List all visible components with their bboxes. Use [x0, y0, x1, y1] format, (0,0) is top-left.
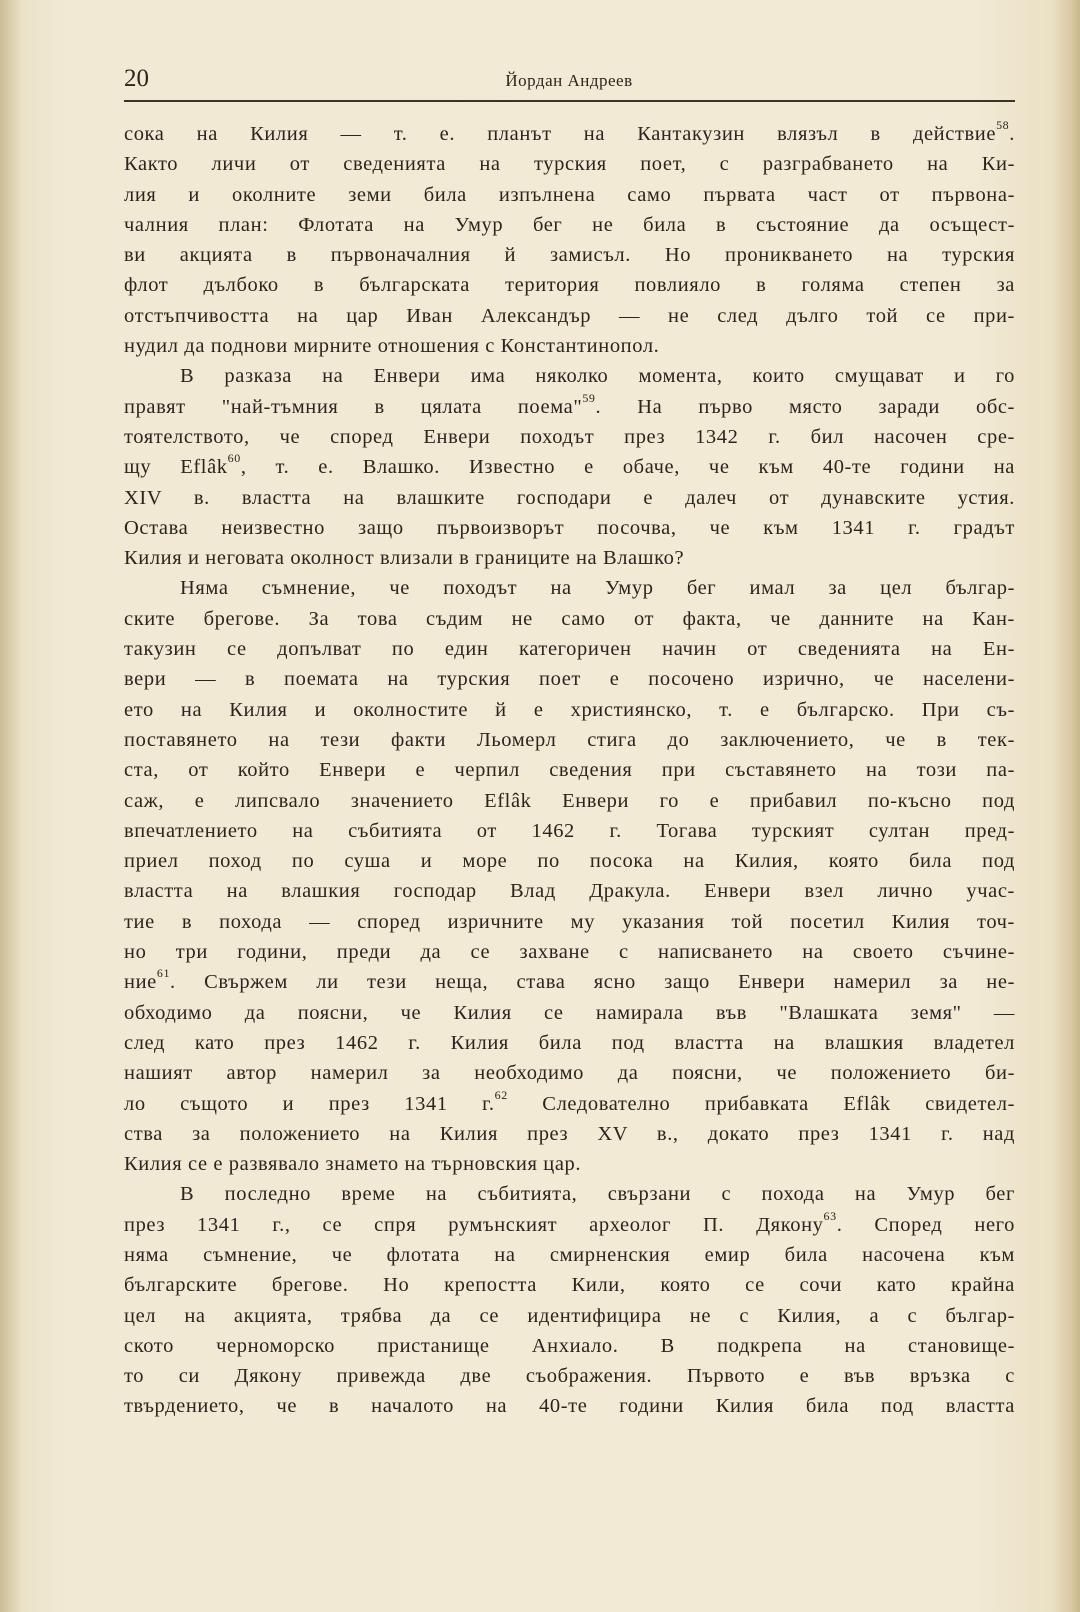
text-line: [124, 876, 1015, 906]
line-text: тие в похода — според изричните му указания той посетил Килия точ-: [124, 910, 1015, 933]
line-text: вери — в поемата на турския поет е посочено изрично, че населени-: [124, 668, 1015, 691]
line-text: саж, е липсвало значението Eflâk Енвери го е прибавил по-късно под: [124, 789, 1015, 812]
line-text: В разказа на Енвери има няколко момента, които смущават и го: [180, 365, 1015, 388]
page-header: [124, 62, 1014, 98]
text-line: [124, 1119, 1015, 1149]
line-text: тоятелството, че според Енвери походът през 1342 г. бил насочен сре-: [124, 425, 1015, 448]
text-line: [124, 998, 1015, 1028]
text-line: [124, 725, 1015, 755]
spine-shadow: [0, 0, 22, 1612]
text-line: [124, 937, 1015, 967]
line-text-tail: . Свържем ли тези неща, става ясно защо Енвери намерил за не-: [170, 971, 1015, 994]
page-edge: [1052, 0, 1080, 1612]
line-text-tail: . На първо място заради обс-: [595, 395, 1015, 418]
line-text: Килия и неговата околност влизали в границите на Влашко?: [124, 547, 685, 570]
text-line: [124, 483, 1015, 513]
text-line: [124, 786, 1015, 816]
line-text: твърдението, че в началото на 40-те години Килия била под властта: [124, 1395, 1015, 1418]
line-text-tail: . Според него: [836, 1213, 1015, 1236]
text-line: [124, 1240, 1015, 1270]
line-text: Няма съмнение, че походът на Умур бег имал за цел българ-: [180, 577, 1015, 600]
line-text: впечатлението на събитията от 1462 г. Тогава турският султан пред-: [124, 819, 1015, 842]
line-text: В последно време на събитията, свързани с похода на Умур бег: [180, 1183, 1015, 1206]
line-text: ние: [124, 971, 157, 994]
text-line: [124, 149, 1015, 179]
text-line: [124, 513, 1015, 543]
text-line: [124, 1149, 1015, 1179]
line-text: нашият автор намерил за необходимо да поясни, че положението би-: [124, 1062, 1015, 1085]
text-line: [124, 270, 1015, 300]
text-line: [124, 392, 1015, 422]
line-text: обходимо да поясни, че Килия се намирала във "Влашката земя" —: [124, 1001, 1015, 1024]
text-line: [124, 1028, 1015, 1058]
line-text: Както личи от сведенията на турския поет, с разграбването на Ки-: [124, 153, 1015, 176]
text-line: [124, 180, 1015, 210]
text-line: [124, 422, 1015, 452]
text-line: [124, 543, 1015, 573]
text-line: [124, 240, 1015, 270]
line-text: ското черноморско пристанище Анхиало. В подкрепа на становище-: [124, 1334, 1015, 1357]
footnote-reference: 61: [156, 966, 171, 981]
line-text: след като през 1462 г. Килия била под властта на влашкия владетел: [124, 1031, 1015, 1054]
text-line: [124, 634, 1015, 664]
text-line: [124, 1301, 1015, 1331]
header-rule: [124, 100, 1015, 102]
text-line: [124, 1391, 1015, 1421]
text-line: [124, 664, 1015, 694]
line-text: ето на Килия и околностите й е християнско, т. е българско. При съ-: [124, 698, 1015, 721]
text-line: [124, 816, 1015, 846]
page-number: 20: [124, 65, 149, 92]
text-line: [124, 1210, 1015, 1240]
line-text: ските брегове. За това съдим не само от факта, че данните на Кан-: [124, 607, 1015, 630]
text-line: [124, 361, 1015, 391]
line-text: през 1341 г., се спря румънският археолог П. Дякону: [124, 1213, 824, 1236]
footnote-reference: 58: [996, 118, 1010, 132]
line-text-tail: .: [1009, 123, 1015, 145]
line-text: нудил да поднови мирните отношения с Константинопол.: [124, 335, 660, 358]
line-text: XIV в. властта на влашките господари е далеч от дунавските устия.: [124, 486, 1015, 509]
line-text: то си Дякону привежда две съображения. Първото е във връзка с: [124, 1365, 1015, 1388]
text-line: [124, 1179, 1015, 1209]
line-text-tail: , т. е. Влашко. Известно е обаче, че към 40-те години на: [240, 456, 1015, 479]
text-line: [124, 301, 1015, 331]
line-text: такузин се допълват по един категоричен начин от сведенията на Ен-: [124, 638, 1015, 661]
line-text: ло същото и през 1341 г.: [124, 1092, 495, 1115]
footnote-reference: 60: [227, 451, 241, 466]
line-text: флот дълбоко в българската територия повлияло в голяма степен за: [124, 274, 1015, 297]
body-text: [124, 119, 1015, 1422]
line-text: няма съмнение, че флотата на смирненския емир била насочена към: [124, 1243, 1015, 1266]
text-line: [124, 907, 1015, 937]
line-text: но три години, преди да се захване с написването на своето съчине-: [124, 941, 1015, 964]
text-line: [124, 1058, 1015, 1088]
footnote-reference: 62: [494, 1087, 508, 1102]
text-line: [124, 695, 1015, 725]
line-text: властта на влашкия господар Влад Дракула. Енвери взел лично учас-: [124, 880, 1015, 903]
line-text: българските брегове. Но крепостта Кили, която се сочи като крайна: [124, 1274, 1015, 1297]
line-text: правят "най-тъмния в цялата поема": [124, 395, 583, 418]
line-text: отстъпчивостта на цар Иван Александър — не след дълго той се при-: [124, 304, 1015, 327]
line-text: сока на Килия — т. е. планът на Кантакузин влязъл в действие: [124, 123, 997, 145]
text-line: [124, 1361, 1015, 1391]
line-text: Килия се е развявало знамето на търновския цар.: [124, 1153, 582, 1176]
text-line: [124, 967, 1015, 997]
line-text: ста, от който Енвери е черпил сведения при съставянето на този па-: [124, 759, 1015, 782]
text-line: [124, 1089, 1015, 1119]
line-text: ви акцията в първоначалния й замисъл. Но проникването на турския: [124, 244, 1015, 267]
text-line: [124, 604, 1015, 634]
text-line: [124, 452, 1015, 482]
text-line: [124, 1270, 1015, 1300]
line-text: приел поход по суша и море по посока на Килия, която била под: [124, 850, 1015, 873]
text-line: [124, 755, 1015, 785]
line-text: Остава неизвестно защо първоизворът посочва, че към 1341 г. градът: [124, 516, 1015, 539]
line-text: лия и околните земи била изпълнена само първата част от първона-: [124, 183, 1015, 206]
text-line: [124, 210, 1015, 240]
text-line: [124, 331, 1015, 361]
line-text: цел на акцията, трябва да се идентифицира не с Килия, а с българ-: [124, 1304, 1015, 1327]
running-head: Йордан Андреев: [505, 71, 633, 90]
line-text: ства за положението на Килия през XV в., докато през 1341 г. над: [124, 1122, 1015, 1145]
line-text: щу Eflâk: [124, 456, 228, 479]
text-line: [124, 846, 1015, 876]
line-text: поставянето на тези факти Льомерл стига до заключението, че в тек-: [124, 728, 1015, 751]
line-text-tail: Следователно прибавката Eflâk свидетел-: [507, 1092, 1015, 1115]
text-line: [124, 1331, 1015, 1361]
footnote-reference: 63: [823, 1208, 837, 1223]
text-line: [124, 119, 1015, 149]
text-line: [124, 573, 1015, 603]
line-text: чалния план: Флотата на Умур бег не била в състояние да осъщест-: [124, 213, 1015, 236]
footnote-reference: 59: [582, 390, 596, 405]
